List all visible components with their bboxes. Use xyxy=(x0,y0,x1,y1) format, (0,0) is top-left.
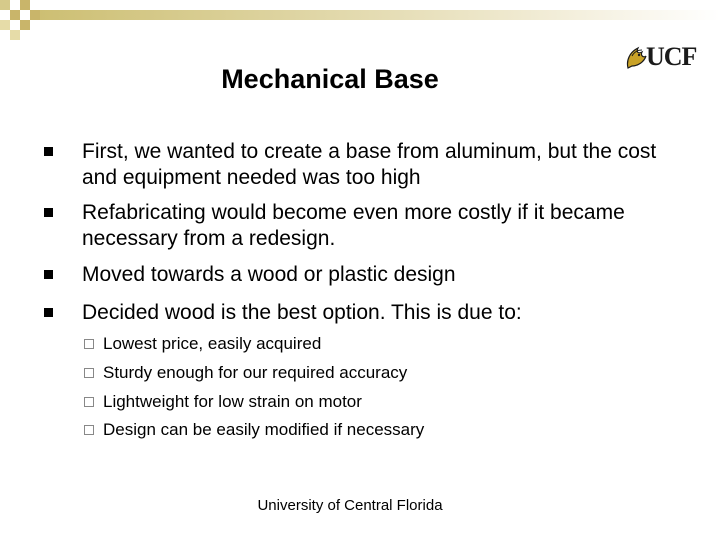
deco-square xyxy=(10,30,20,40)
logo-text: UCF xyxy=(646,42,697,71)
bullet-square-icon xyxy=(44,208,53,217)
list-item: Sturdy enough for our required accuracy xyxy=(103,363,408,382)
deco-square xyxy=(20,0,30,10)
checkbox-square-icon xyxy=(84,397,94,407)
slide-footer: University of Central Florida xyxy=(257,497,443,514)
deco-square xyxy=(30,10,40,20)
header-gradient-bar xyxy=(40,10,720,20)
bullet-square-icon xyxy=(44,308,53,317)
list-item: Moved towards a wood or plastic design xyxy=(82,263,456,286)
list-item: Decided wood is the best option. This is due to: xyxy=(82,301,522,324)
checkbox-square-icon xyxy=(84,425,94,435)
bullet-square-icon xyxy=(44,147,53,156)
checkbox-square-icon xyxy=(84,368,94,378)
deco-square xyxy=(10,10,20,20)
list-item: Refabricating would become even more costly if it became necessary from a redesign. xyxy=(82,201,625,250)
deco-square xyxy=(0,0,10,10)
list-item: Design can be easily modified if necessary xyxy=(103,420,425,439)
slide-title: Mechanical Base xyxy=(221,64,439,94)
ucf-logo xyxy=(624,40,704,74)
list-item: First, we wanted to create a base from aluminum, but the cost and equipment needed was too high xyxy=(82,140,657,189)
list-item: Lightweight for low strain on motor xyxy=(103,392,362,411)
list-item: Lowest price, easily acquired xyxy=(103,334,322,353)
bullet-square-icon xyxy=(44,270,53,279)
deco-square xyxy=(0,20,10,30)
header-decoration xyxy=(0,0,720,40)
checkbox-square-icon xyxy=(84,339,94,349)
deco-square xyxy=(20,20,30,30)
